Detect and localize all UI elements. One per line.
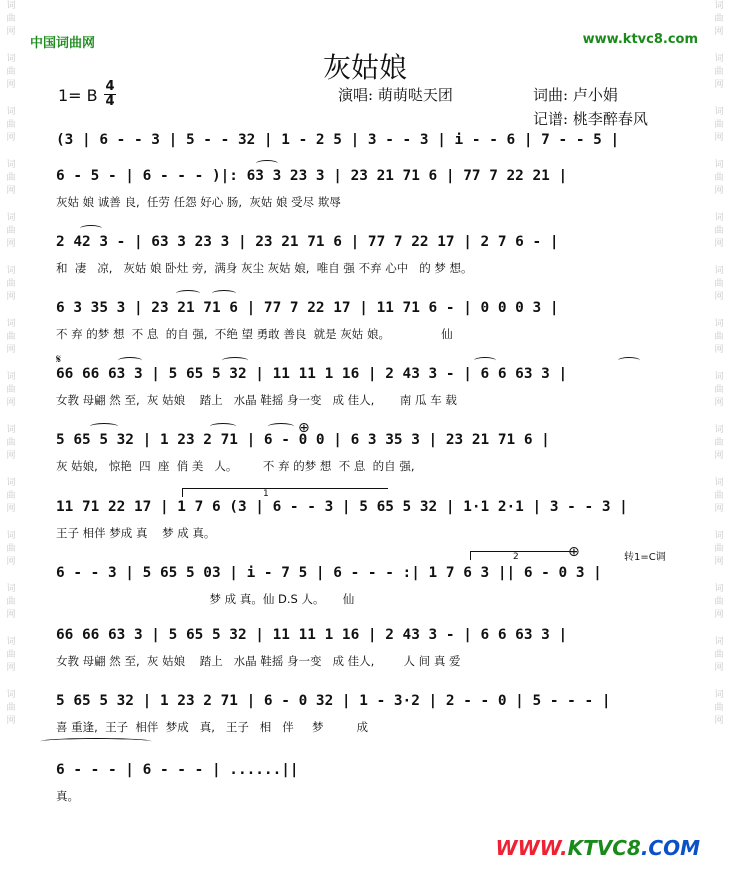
time-signature <box>104 80 116 109</box>
site-name-left[interactable]: 中国词曲网 <box>30 36 96 51</box>
watermark-text: 词 曲 网 <box>714 584 724 620</box>
tie-arc <box>80 225 102 232</box>
tie-arc <box>256 160 278 167</box>
notation-row: 6 - 5 - | 6 - - - )|: 63 3 23 3 | 23 21 71 6 | 77 7 22 21 | <box>56 168 568 184</box>
watermark-text: 词 曲 网 <box>6 54 16 90</box>
logo-www: WWW. <box>495 836 568 860</box>
watermark-text: 词 曲 网 <box>6 425 16 461</box>
watermark-text: 词 曲 网 <box>6 637 16 673</box>
watermark-text: 词 曲 网 <box>714 372 724 408</box>
modulation-note: 转1=C调 <box>624 552 666 563</box>
watermark-text: 词 曲 网 <box>714 690 724 726</box>
watermark-text: 词 曲 网 <box>6 160 16 196</box>
tie-arc <box>618 357 640 364</box>
watermark-text: 词 曲 网 <box>714 1 724 37</box>
key-signature: 1= B <box>58 86 98 105</box>
volta-2: 2 <box>470 551 576 560</box>
watermark-text: 词 曲 网 <box>6 584 16 620</box>
tie-arc <box>40 738 152 745</box>
lyric-row: 真。 <box>56 789 79 803</box>
notation-row: 6 3 35 3 | 23 21 71 6 | 77 7 22 17 | 11 71 6 - | 0 0 0 3 | <box>56 300 559 316</box>
watermark-text: 词 曲 网 <box>6 478 16 514</box>
watermark-text: 词 曲 网 <box>6 319 16 355</box>
site-url-right[interactable]: www.ktvc8.com <box>582 32 698 47</box>
coda-icon: ⊕ <box>568 544 580 560</box>
watermark-text: 词 曲 网 <box>714 478 724 514</box>
lyric-row: 喜 重逢, 王子 相伴 梦成 真, 王子 相 伴 梦 成 <box>56 720 368 734</box>
notation-row: 5 65 5 32 | 1 23 2 71 | 6 - 0 32 | 1 - 3·2 | 2 - - 0 | 5 - - - | <box>56 693 611 709</box>
song-title: 灰姑娘 <box>322 51 407 84</box>
tie-arc <box>176 290 200 297</box>
watermark-text: 词 曲 网 <box>6 372 16 408</box>
logo-tld: .COM <box>640 836 700 860</box>
tie-arc <box>268 423 294 430</box>
notation-row: 66 66 63 3 | 5 65 5 32 | 11 11 1 16 | 2 43 3 - | 6 6 63 3 | <box>56 366 568 382</box>
watermark-text: 词 曲 网 <box>714 213 724 249</box>
watermark-text: 词 曲 网 <box>714 319 724 355</box>
lyric-row: 女教 母翩 然 至, 灰 姑娘 踏上 水晶 鞋摇 身一变 成 佳人, 人 间 真 爱 <box>56 654 461 668</box>
watermark-text: 词 曲 网 <box>6 266 16 302</box>
watermark-text: 词 曲 网 <box>714 54 724 90</box>
watermark-text: 词 曲 网 <box>714 266 724 302</box>
lyric-row: 不 弃 的梦 想 不 息 的自 强, 不绝 望 勇敢 善良 就是 灰姑 娘。 仙 <box>56 327 453 341</box>
watermark-text: 词 曲 网 <box>714 107 724 143</box>
watermark-text: 词 曲 网 <box>714 531 724 567</box>
tie-arc <box>474 357 496 364</box>
tie-arc <box>118 357 142 364</box>
lyric-row: 王子 相伴 梦成 真 梦 成 真。 <box>56 526 216 540</box>
tie-arc <box>210 423 236 430</box>
tie-arc <box>212 290 236 297</box>
notation-row: 11 71 22 17 | 1 7 6 (3 | 6 - - 3 | 5 65 5 32 | 1·1 2·1 | 3 - - 3 | <box>56 499 628 515</box>
composer-credit: 词曲: 卢小娟 <box>533 86 618 104</box>
notation-row: 5 65 5 32 | 1 23 2 71 | 6 - 0 0 | 6 3 35 3 | 23 21 71 6 | <box>56 432 550 448</box>
lyric-row: 女教 母翩 然 至, 灰 姑娘 踏上 水晶 鞋摇 身一变 成 佳人, 南 瓜 车 载 <box>56 393 457 407</box>
notation-row: 2 42 3 - | 63 3 23 3 | 23 21 71 6 | 77 7 22 17 | 2 7 6 - | <box>56 234 559 250</box>
singer-credit: 演唱: 萌萌哒天团 <box>338 86 453 104</box>
logo-brand: KTVC8 <box>567 836 641 860</box>
segno-icon: 𝄋 <box>56 352 62 366</box>
notation-row: 66 66 63 3 | 5 65 5 32 | 11 11 1 16 | 2 43 3 - | 6 6 63 3 | <box>56 627 568 643</box>
coda-icon: ⊕ <box>298 420 310 436</box>
watermark-right <box>710 0 728 885</box>
meter-bottom: 4 <box>105 94 115 109</box>
watermark-text: 词 曲 网 <box>6 1 16 37</box>
lyric-row: 和 凄 凉, 灰姑 娘 卧灶 旁, 满身 灰尘 灰姑 娘, 唯自 强 不弃 心中 的 梦 想。 <box>56 261 473 275</box>
tie-arc <box>222 357 248 364</box>
watermark-text: 词 曲 网 <box>6 213 16 249</box>
lyric-row: 梦 成 真。仙 D.S 人。 仙 <box>56 592 355 606</box>
notation-row: (3 | 6 - - 3 | 5 - - 32 | 1 - 2 5 | 3 - - 3 | i - - 6 | 7 - - 5 | <box>56 132 620 148</box>
watermark-text: 词 曲 网 <box>6 690 16 726</box>
meter-top: 4 <box>105 79 115 94</box>
tie-arc <box>90 423 118 430</box>
lyric-row: 灰 姑娘, 惊艳 四 座 俏 美 人。 不 弃 的梦 想 不 息 的自 强, <box>56 459 415 473</box>
watermark-text: 词 曲 网 <box>6 531 16 567</box>
volta-1: 1 <box>182 488 388 497</box>
ktvc8-logo[interactable] <box>496 836 700 860</box>
notation-row: 6 - - - | 6 - - - | ......|| <box>56 762 299 778</box>
watermark-text: 词 曲 网 <box>714 160 724 196</box>
watermark-text: 词 曲 网 <box>714 637 724 673</box>
transcriber-credit: 记谱: 桃李醉春风 <box>533 110 648 128</box>
watermark-left <box>2 0 20 885</box>
lyric-row: 灰姑 娘 诚善 良, 任劳 任怨 好心 肠, 灰姑 娘 受尽 欺辱 <box>56 195 341 209</box>
watermark-text: 词 曲 网 <box>6 107 16 143</box>
watermark-text: 词 曲 网 <box>714 425 724 461</box>
notation-row: 6 - - 3 | 5 65 5 03 | i - 7 5 | 6 - - - :| 1 7 6 3 || 6 - 0 3 | <box>56 565 602 581</box>
